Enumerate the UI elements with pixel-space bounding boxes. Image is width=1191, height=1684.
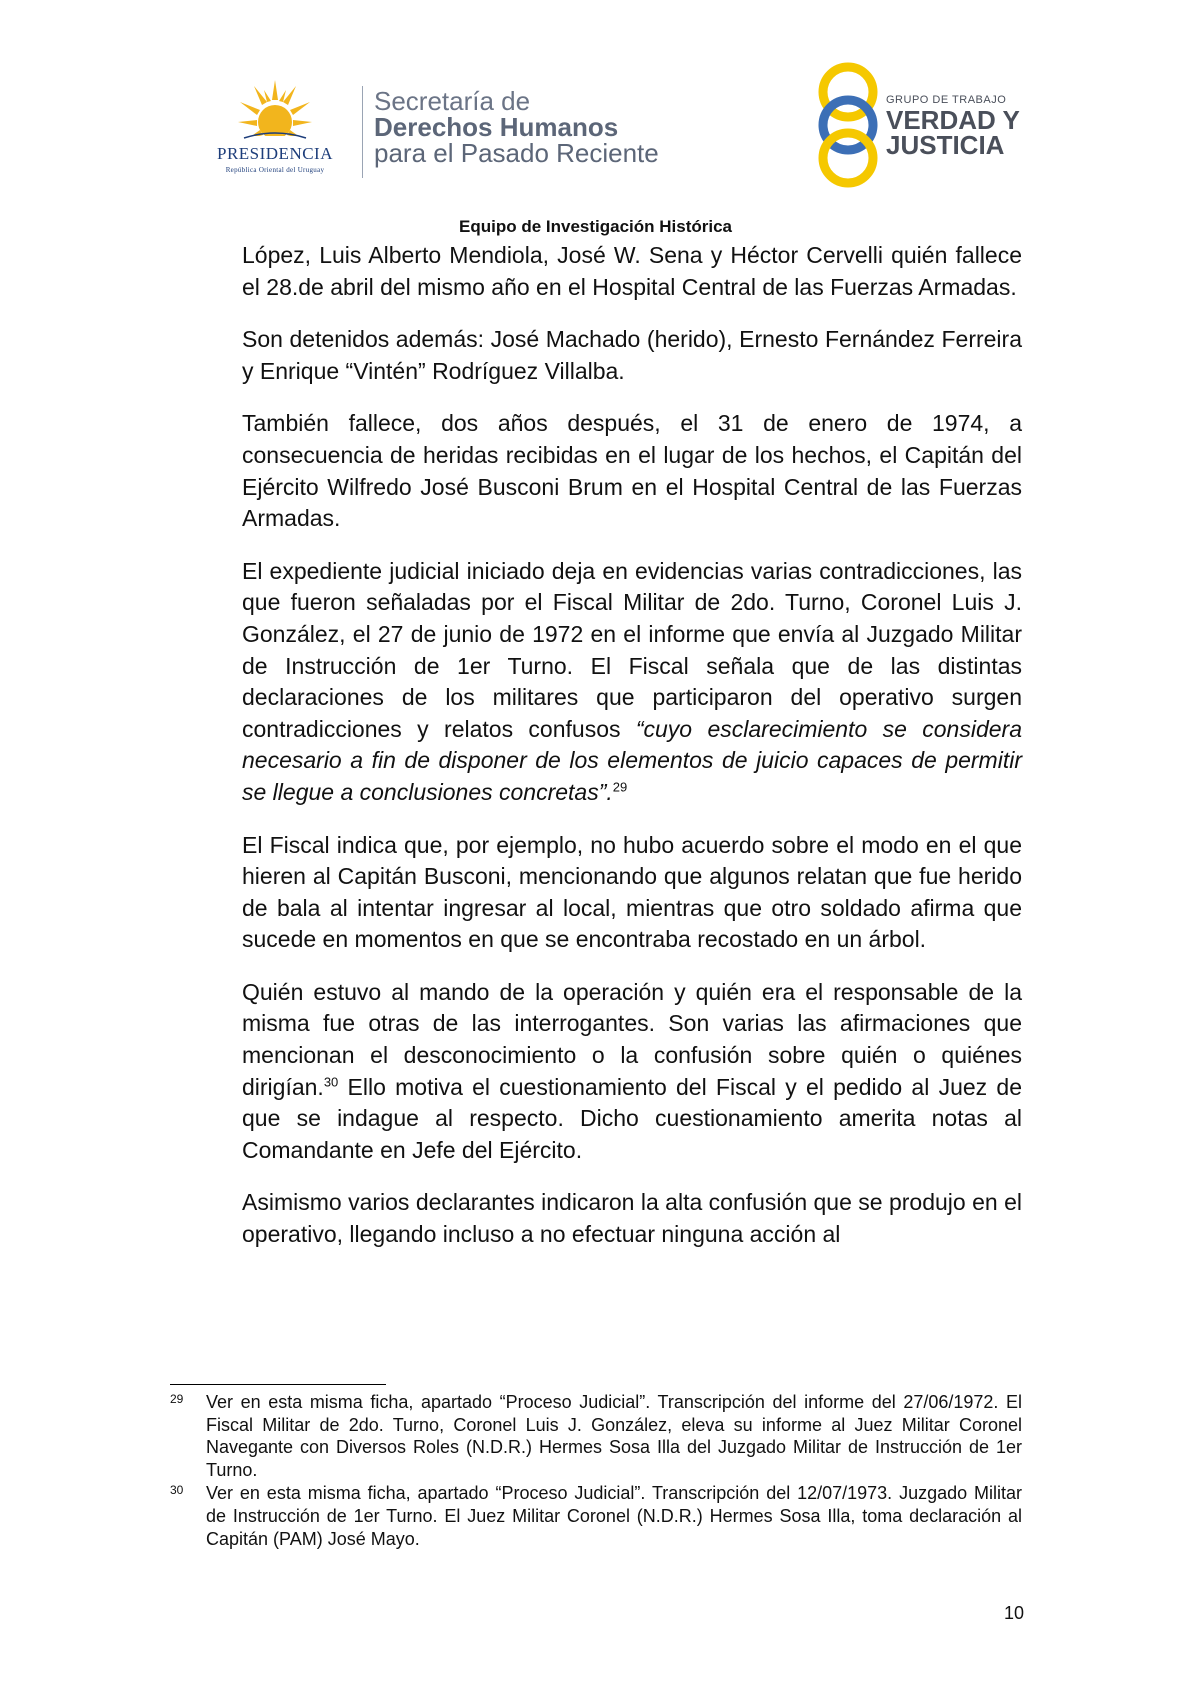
grupo-line-3: JUSTICIA bbox=[886, 130, 1005, 160]
footnote bbox=[170, 1391, 1022, 1481]
header-divider bbox=[362, 86, 363, 178]
grupo-line-1: GRUPO DE TRABAJO bbox=[886, 94, 1007, 106]
footnote-number: 30 bbox=[170, 1483, 184, 1498]
footnote-text: Ver en esta misma ficha, apartado “Proceso Judicial”. Transcripción del 12/07/1973. Juzgado Militar de Instrucción de 1er Turno. El Juez Militar Coronel (N.D.R.) Hermes Sosa Illa, toma declaración al Capitán (PAM) José Mayo. bbox=[206, 1483, 1022, 1549]
grupo-trabajo-logo bbox=[812, 62, 1032, 188]
paragraph: Asimismo varios declarantes indicaron la alta confusión que se produjo en el operativo, llegando incluso a no efectuar ninguna acción al bbox=[242, 1189, 1022, 1248]
secretaria-line-3: para el Pasado Reciente bbox=[374, 138, 659, 168]
presidencia-name: PRESIDENCIA bbox=[216, 144, 333, 163]
quotation: “cuyo esclarecimiento se considera necesario a fin de disponer de los elementos de juicio capaces de permitir se llegue a conclusiones concretas”. bbox=[242, 715, 1022, 805]
rings-icon bbox=[812, 62, 884, 188]
footnote bbox=[170, 1482, 1022, 1550]
secretaria-logo bbox=[374, 88, 659, 166]
footnote-ref[interactable]: 30 bbox=[323, 1074, 339, 1089]
footnote-text: Ver en esta misma ficha, apartado “Proceso Judicial”. Transcripción del informe del 27/06/1972. El Fiscal Militar de 2do. Turno, Coronel Luis J. González, eleva su informe al Juez Militar Coronel Navegante con Diversos Roles (N.D.R.) Hermes Sosa Illa del Juzgado Militar de Instrucción de 1er Turno. bbox=[206, 1392, 1022, 1480]
footnote-number: 29 bbox=[170, 1392, 184, 1406]
body-text bbox=[242, 240, 1022, 1272]
paragraph: López, Luis Alberto Mendiola, José W. Sena y Héctor Cervelli quién fallece el 28.de abril del mismo año en el Hospital Central de las Fuerzas Armadas. bbox=[242, 242, 1022, 300]
page-header bbox=[0, 0, 1191, 210]
footnote-separator bbox=[170, 1384, 386, 1385]
secretaria-line-1: Secretaría de bbox=[374, 86, 531, 116]
secretaria-line-2: Derechos Humanos bbox=[374, 112, 619, 142]
presidencia-logo bbox=[196, 80, 354, 180]
footnotes bbox=[170, 1391, 1022, 1551]
page-number: 10 bbox=[1004, 1603, 1025, 1623]
presidencia-subtitle: República Oriental del Uruguay bbox=[225, 166, 325, 174]
paragraph: Son detenidos además: José Machado (herido), Ernesto Fernández Ferreira y Enrique “Vintén” Rodríguez Villalba. bbox=[242, 326, 1022, 384]
paragraph: Quién estuvo al mando de la operación y quién era el responsable de la misma fue otras de las interrogantes. Son varias las afirmaciones que mencionan el desconocimiento o la confusión sobre quién o quiénes dirigían.$^{30}$ Ello motiva el cuestionamiento del Fiscal y el pedido al Juez de que se indague al respecto. Dicho cuestionamiento amerita notas al Comandante en Jefe del Ejército. bbox=[242, 978, 1022, 1163]
document-subheader: Equipo de Investigación Histórica bbox=[459, 217, 732, 236]
sun-icon bbox=[238, 80, 312, 146]
paragraph: El Fiscal indica que, por ejemplo, no hubo acuerdo sobre el modo en el que hieren al Capitán Busconi, mencionando que algunos relatan que fue herido de bala al intentar ingresar al local, mientras que otro soldado afirma que sucede en momentos en que se encontraba recostado en un árbol. bbox=[242, 831, 1022, 953]
footnote-ref[interactable]: 29 bbox=[612, 779, 628, 795]
grupo-line-2: VERDAD Y bbox=[886, 105, 1020, 135]
paragraph: También fallece, dos años después, el 31 de enero de 1974, a consecuencia de heridas recibidas en el lugar de los hechos, el Capitán del Ejército Wilfredo José Busconi Brum en el Hospital Central de las Fuerzas Armadas. bbox=[242, 410, 1022, 532]
paragraph: El expediente judicial iniciado deja en evidencias varias contradicciones, las que fueron señaladas por el Fiscal Militar de 2do. Turno, Coronel Luis J. González, el 27 de junio de 1972 en el informe que envía al Juzgado Militar de Instrucción de 1er Turno. El Fiscal señala que de las distintas declaraciones de los militares que participaron del operativo surgen contradicciones y relatos confusos “cuyo esclarecimiento se considera necesario a fin de disponer de los elementos de juicio capaces de permitir se llegue a conclusiones concretas”.$^{29}$ bbox=[242, 557, 1022, 805]
